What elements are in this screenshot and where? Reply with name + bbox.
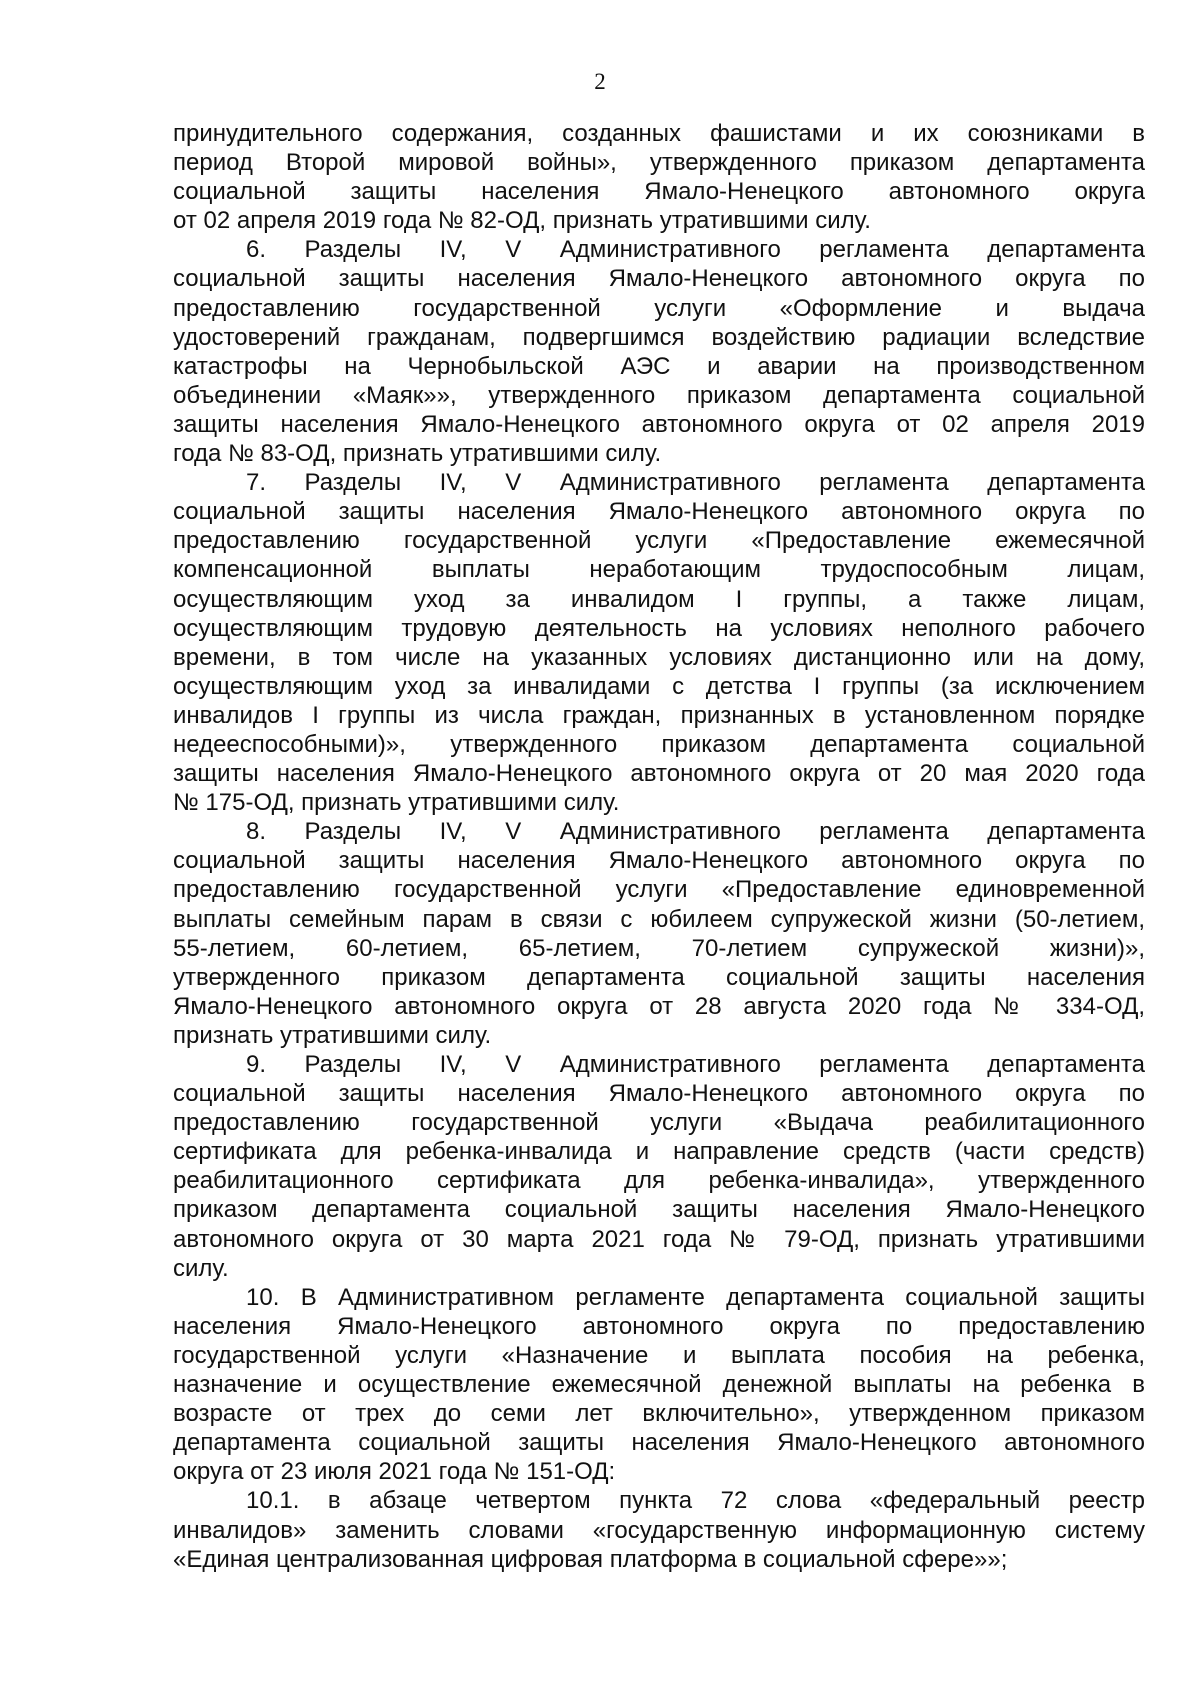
text-line: социальной защиты населения Ямало-Ненецкого автономного округа по [173,847,1145,875]
text-line: силу. [173,1254,229,1282]
text-line: округа от 23 июля 2021 года № 151-ОД: [173,1458,616,1486]
text-line: 9. Разделы IV, V Административного регламента департамента [246,1051,1145,1078]
text-line: реабилитационного сертификата для ребенка-инвалида», утвержденного [173,1167,1145,1195]
text-line: социальной защиты населения Ямало-Ненецкого автономного округа по [173,1080,1145,1108]
text-line: времени, в том числе на указанных условиях дистанционно или на дому, [173,643,1145,671]
text-line: 55-летием, 60-летием, 65-летием, 70-летием супружеской жизни)», [173,934,1145,962]
text-line: «Единая централизованная цифровая платформа в социальной сфере»»; [173,1545,1008,1573]
text-line: департамента социальной защиты населения Ямало-Ненецкого автономного [173,1429,1145,1457]
text-line: утвержденного приказом департамента социальной защиты населения [173,963,1145,991]
text-line: 7. Разделы IV, V Административного регламента департамента [246,469,1145,497]
text-line: назначение и осуществление ежемесячной денежной выплаты на ребенка в [173,1371,1145,1399]
text-line: населения Ямало-Ненецкого автономного округа по предоставлению [173,1312,1145,1340]
text-line: защиты населения Ямало-Ненецкого автономного округа от 02 апреля 2019 [173,410,1145,438]
text-line: возрасте от трех до семи лет включительно», утвержденном приказом [173,1400,1145,1428]
text-line: удостоверений гражданам, подвергшимся воздействию радиации вследствие [173,323,1145,351]
text-line: предоставлению государственной услуги «Выдача реабилитационного [173,1109,1145,1137]
text-line: инвалидов» заменить словами «государственную информационную систему [173,1516,1145,1544]
page-number: 2 [594,69,606,94]
text-line: осуществляющим трудовую деятельность на условиях неполного рабочего [173,614,1145,642]
text-line: период Второй мировой войны», утвержденного приказом департамента [173,149,1145,177]
text-line: признать утратившими силу. [173,1021,492,1049]
text-line: предоставлению государственной услуги «Предоставление единовременной [173,876,1145,904]
text-line: предоставлению государственной услуги «Предоставление ежемесячной [173,527,1145,555]
text-line: осуществляющим уход за инвалидами с детства I группы (за исключением [173,672,1145,700]
text-line: выплаты семейным парам в связи с юбилеем супружеской жизни (50-летием, [173,905,1145,933]
text-line: недееспособными)», утвержденного приказом департамента социальной [173,730,1145,758]
text-line: 10. В Административном регламенте департамента социальной защиты [246,1283,1145,1311]
text-line: социальной защиты населения Ямало-Ненецкого автономного округа по [173,498,1145,526]
text-line: катастрофы на Чернобыльской АЭС и аварии на производственном [173,352,1145,380]
text-line: осуществляющим уход за инвалидом I группы, а также лицам, [173,585,1145,613]
text-line: приказом департамента социальной защиты населения Ямало-Ненецкого [173,1196,1145,1224]
text-line: защиты населения Ямало-Ненецкого автономного округа от 20 мая 2020 года [173,760,1145,788]
text-line: предоставлению государственной услуги «Оформление и выдача [173,294,1145,322]
text-line: 6. Разделы IV, V Административного регламента департамента [246,236,1145,264]
text-line: 10.1. в абзаце четвертом пункта 72 слова «федеральный реестр [246,1487,1145,1515]
text-line: объединении «Маяк»», утвержденного приказом департамента социальной [173,381,1145,409]
text-line: сертификата для ребенка-инвалида и направление средств (части средств) [173,1138,1145,1166]
text-line: государственной услуги «Назначение и выплата пособия на ребенка, [173,1341,1145,1369]
text-line: года № 83-ОД, признать утратившими силу. [173,440,662,468]
text-line: социальной защиты населения Ямало-Ненецкого автономного округа [173,178,1145,206]
text-line: 8. Разделы IV, V Административного регламента департамента [246,818,1145,846]
text-line: от 02 апреля 2019 года № 82-ОД, признать утратившими силу. [173,207,871,235]
text-line: № 175-ОД, признать утратившими силу. [173,789,620,817]
text-line: инвалидов I группы из числа граждан, признанных в установленном порядке [173,701,1145,729]
text-line: социальной защиты населения Ямало-Ненецкого автономного округа по [173,265,1145,293]
document-body [173,119,1145,1574]
text-line: Ямало-Ненецкого автономного округа от 28 августа 2020 года № 334-ОД, [173,992,1145,1020]
text-line: компенсационной выплаты неработающим трудоспособным лицам, [173,556,1145,584]
text-line: автономного округа от 30 марта 2021 года № 79-ОД, признать утратившими [173,1225,1145,1253]
text-line: принудительного содержания, созданных фашистами и их союзниками в [173,120,1145,147]
